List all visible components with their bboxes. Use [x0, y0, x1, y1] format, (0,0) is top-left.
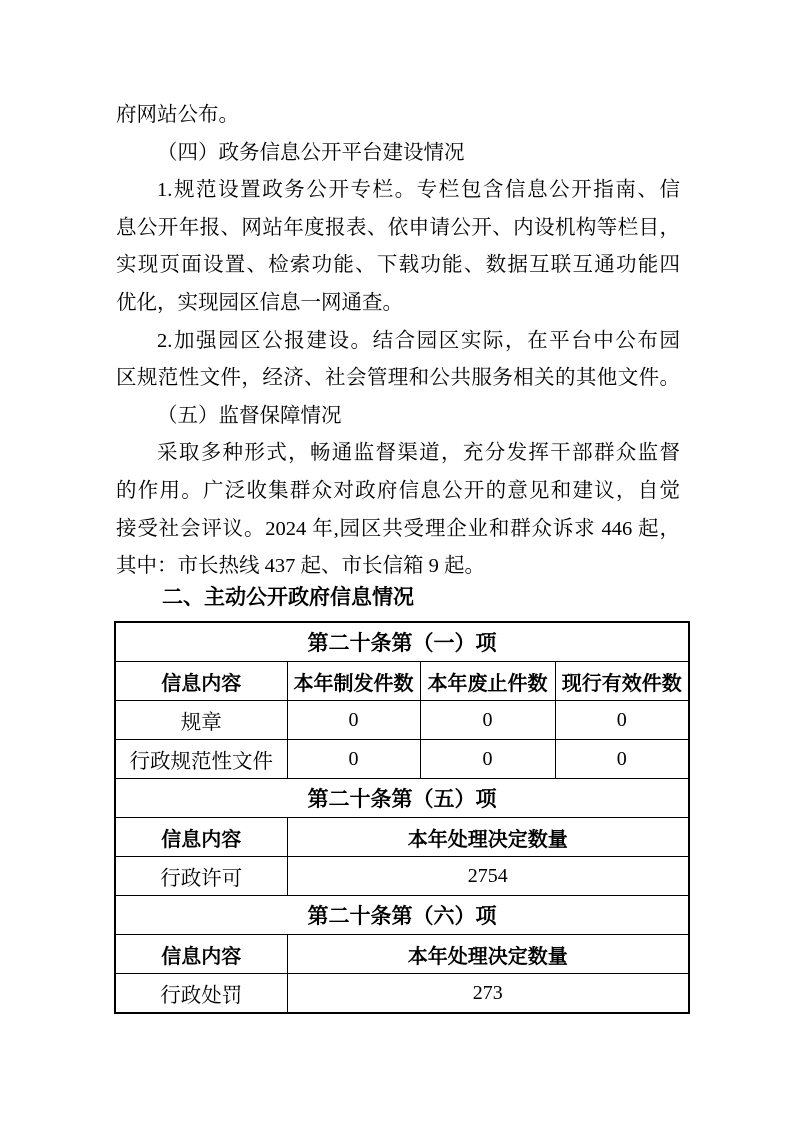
- body-line: （四）政务信息公开平台建设情况: [157, 141, 465, 164]
- table-section-title-row: [115, 779, 689, 818]
- table-section-title: 第二十条第（五）项: [115, 779, 689, 818]
- table-header-cell: 信息内容: [115, 935, 287, 974]
- table-value-cell: 0: [555, 701, 689, 740]
- body-line: 其中：市长热线 437 起、市长信箱 9 起。: [116, 555, 485, 578]
- body-line: 息公开年报、网站年度报表、依申请公开、内设机构等栏目，: [116, 216, 680, 239]
- table-value-cell: 0: [287, 740, 420, 779]
- table-header-cell: 本年废止件数: [420, 662, 555, 701]
- table-value-cell: 0: [420, 740, 555, 779]
- table-value-cell: 273: [287, 974, 689, 1014]
- body-line: 府网站公布。: [116, 104, 239, 126]
- info-disclosure-table: [114, 621, 690, 1014]
- table-value-cell: 2754: [287, 857, 689, 896]
- table-header-cell: 信息内容: [115, 818, 287, 857]
- table-header-cell: 信息内容: [115, 662, 287, 701]
- body-line: 采取多种形式，畅通监督渠道，充分发挥干部群众监督: [157, 442, 680, 465]
- table-header-cell: 本年制发件数: [287, 662, 420, 701]
- body-line: 实现页面设置、检索功能、下载功能、数据互联互通功能四: [116, 254, 680, 277]
- body-line: 区规范性文件，经济、社会管理和公共服务相关的其他文件。: [116, 367, 680, 390]
- body-text: [116, 97, 680, 586]
- table-header-row: [115, 818, 689, 857]
- table-header-cell: 本年处理决定数量: [287, 935, 689, 974]
- table-row-label: 行政规范性文件: [115, 740, 287, 779]
- table-header-row: [115, 662, 689, 701]
- table-data-row: [115, 701, 689, 740]
- table-section-title: 第二十条第（六）项: [115, 896, 689, 935]
- table-data-row: [115, 857, 689, 896]
- table-section-title-row: [115, 896, 689, 935]
- table-row-label: 规章: [115, 701, 287, 740]
- table-data-row: [115, 974, 689, 1014]
- table-row-label: 行政许可: [115, 857, 287, 896]
- body-line: 优化，实现园区信息一网通查。: [116, 291, 403, 314]
- table-header-cell: 现行有效件数: [555, 662, 689, 701]
- body-line: 2.加强园区公报建设。结合园区实际，在平台中公布园: [157, 329, 680, 352]
- table-value-cell: 0: [287, 701, 420, 740]
- table-header-row: [115, 935, 689, 974]
- body-line: 接受社会评议。2024 年,园区共受理企业和群众诉求 446 起，: [116, 517, 680, 540]
- table-value-cell: 0: [420, 701, 555, 740]
- table-body: [115, 622, 689, 1013]
- section-heading: 二、主动公开政府信息情况: [162, 586, 414, 609]
- body-line: 的作用。广泛收集群众对政府信息公开的意见和建议，自觉: [116, 479, 680, 502]
- table-value-cell: 0: [555, 740, 689, 779]
- body-line: （五）监督保障情况: [157, 404, 342, 427]
- table-section-title: 第二十条第（一）项: [115, 622, 689, 662]
- table-data-row: [115, 740, 689, 779]
- table-row-label: 行政处罚: [115, 974, 287, 1014]
- table-section-title-row: [115, 622, 689, 662]
- body-line: 1.规范设置政务公开专栏。专栏包含信息公开指南、信: [157, 179, 680, 202]
- table-header-cell: 本年处理决定数量: [287, 818, 689, 857]
